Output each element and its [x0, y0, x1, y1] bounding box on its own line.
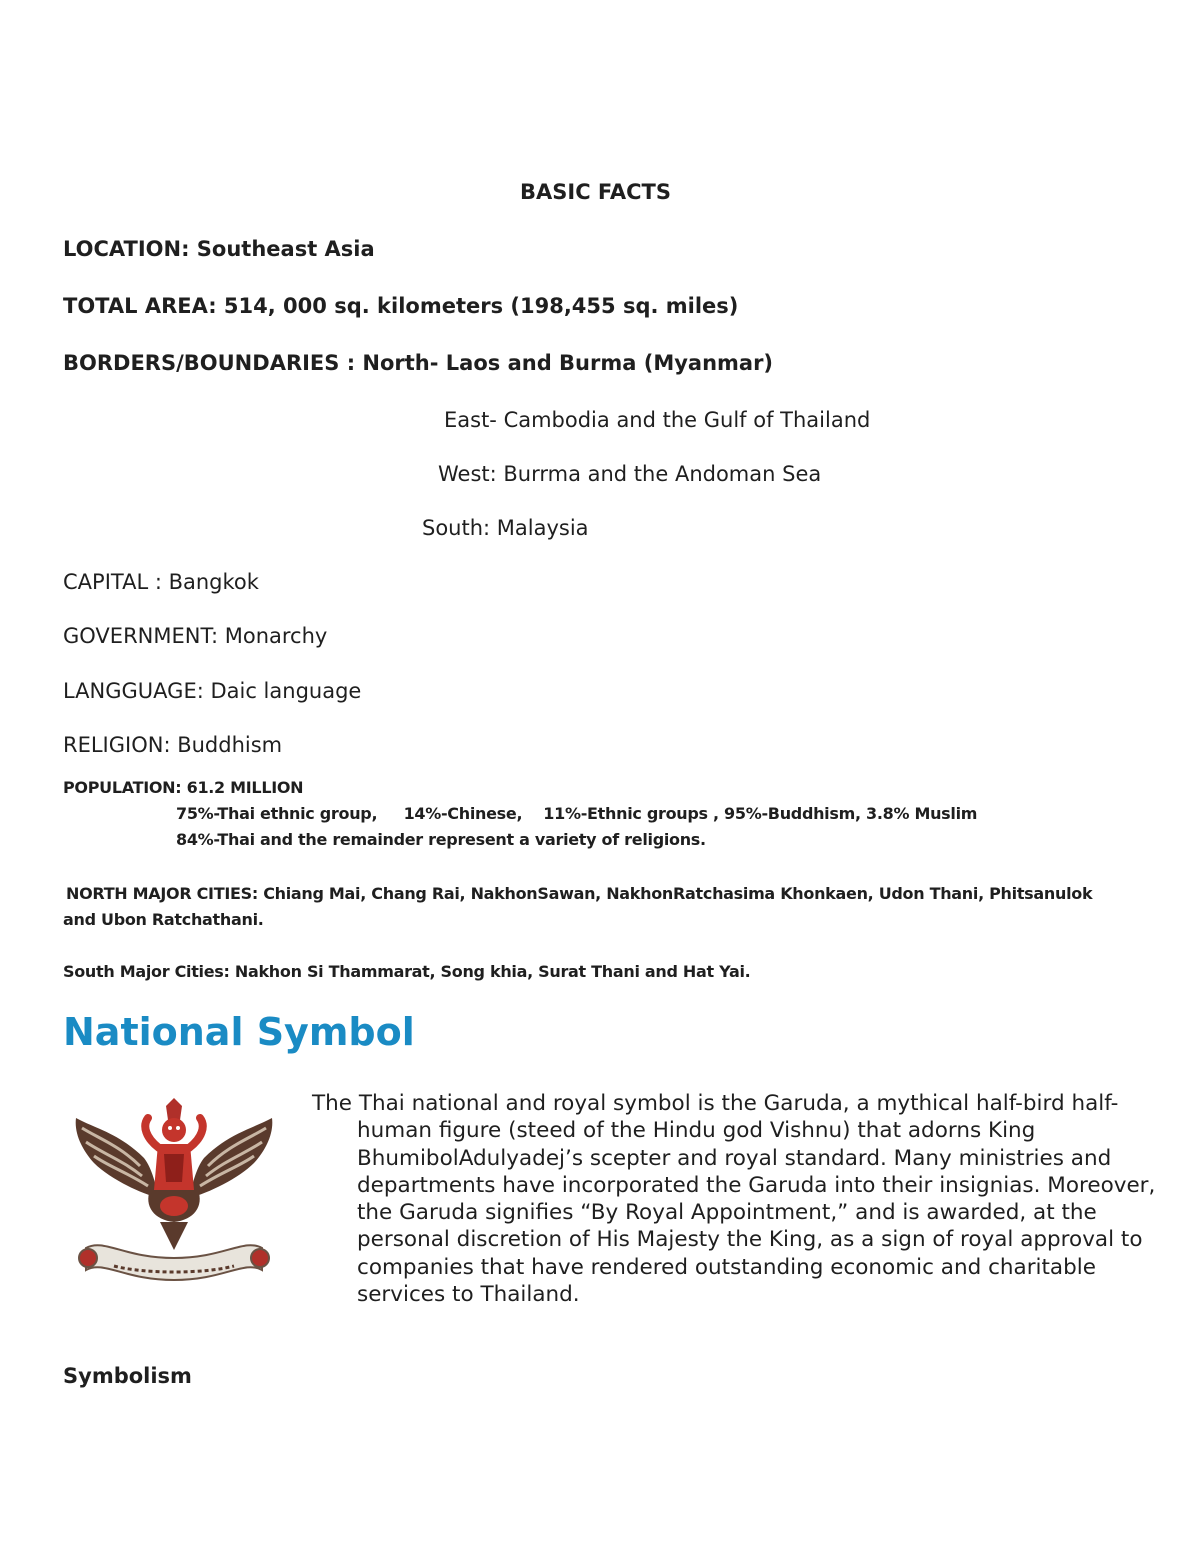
border-south-line: South: Malaysia — [422, 516, 589, 540]
south-cities-line: South Major Cities: Nakhon Si Thammarat, Song khia, Surat Thani and Hat Yai. — [63, 962, 751, 981]
government-line: GOVERNMENT: Monarchy — [63, 624, 328, 648]
north-cities-continued: and Ubon Ratchathani. — [63, 910, 264, 929]
population-breakdown-line: 75%-Thai ethnic group, 14%-Chinese, 11%-Ethnic groups , 95%-Buddhism, 3.8% Muslim — [176, 804, 978, 823]
location-line: LOCATION: Southeast Asia — [63, 237, 375, 261]
religion-line: RELIGION: Buddhism — [63, 733, 283, 757]
population-religion-line: 84%-Thai and the remainder represent a variety of religions. — [176, 830, 706, 849]
capital-line: CAPITAL : Bangkok — [63, 570, 259, 594]
national-symbol-heading: National Symbol — [63, 1010, 415, 1054]
population-heading: POPULATION: 61.2 MILLION — [63, 778, 304, 797]
national-symbol-paragraph: The Thai national and royal symbol is the Garuda, a mythical half-bird half-human figure (steed of the Hindu god Vishnu) that adorns King BhumibolAdulyadej’s scepter and royal standard. Many ministries and departments have incorporated the Garuda into their insignias. Moreover, the Garuda signifies “By Royal Appointment,” and is awarded, at the personal discretion of His Majesty the King, as a sign of royal approval to companies that have rendered outstanding economic and charitable services to Thailand. — [312, 1091, 1156, 1308]
garuda-emblem-icon — [64, 1098, 284, 1288]
basic-facts-title: BASIC FACTS — [520, 180, 671, 204]
symbolism-heading: Symbolism — [63, 1364, 192, 1388]
language-line: LANGGUAGE: Daic language — [63, 679, 362, 703]
border-west-line: West: Burrma and the Andoman Sea — [438, 462, 822, 486]
borders-line: BORDERS/BOUNDARIES : North- Laos and Burma (Myanmar) — [63, 351, 774, 375]
border-east-line: East- Cambodia and the Gulf of Thailand — [444, 408, 871, 432]
north-cities-line: NORTH MAJOR CITIES: Chiang Mai, Chang Rai, NakhonSawan, NakhonRatchasima Khonkaen, Udon Thani, Phitsanulok — [66, 884, 1093, 903]
total-area-line: TOTAL AREA: 514, 000 sq. kilometers (198,455 sq. miles) — [63, 294, 739, 318]
